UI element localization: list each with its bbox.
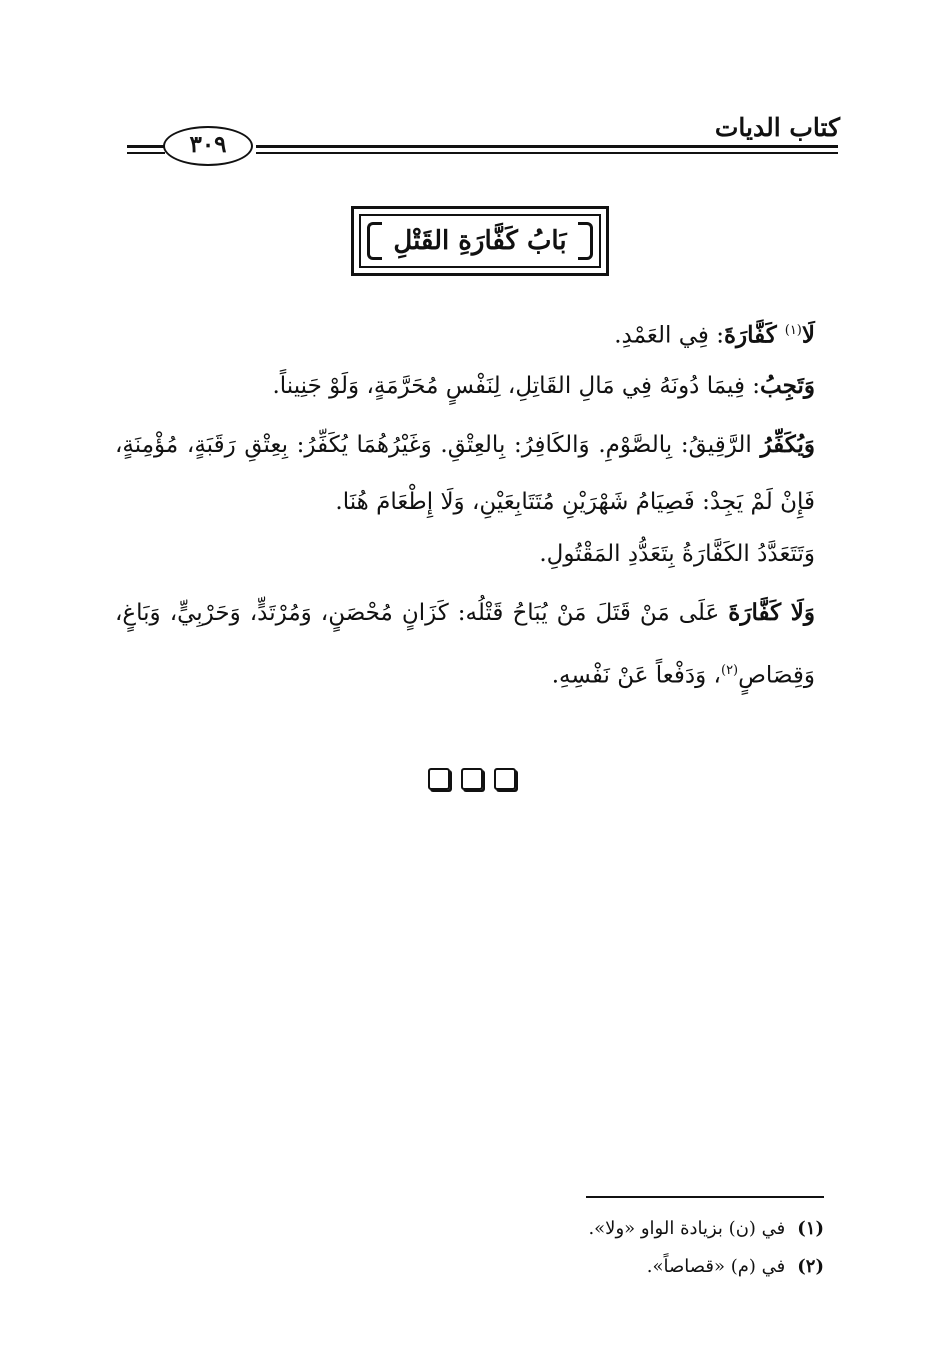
paragraph-4 (115, 526, 815, 583)
paragraph-text: : فِي العَمْدِ. (614, 322, 724, 349)
paragraph-text: عَلَى مَنْ قَتَلَ مَنْ يُبَاحُ قَتْلُه: كَزَانٍ مُحْصَنٍ، وَمُرْتَدٍّ، وَحَرْبِيٍّ، وَبَاغٍ، وَقِصَاصٍ (115, 600, 815, 689)
paragraph-text: وَتَتَعَدَّدُ الكَفَّارَةُ بِتَعَدُّدِ المَقْتُولِ. (539, 541, 815, 567)
paragraph-tail: ، وَدَفْعاً عَنْ نَفْسِهِ. (551, 662, 721, 689)
header-rule-left-thick (127, 145, 165, 148)
left-bracket-ornament (367, 222, 382, 260)
square-ornament-icon (428, 768, 450, 790)
footnote-separator (586, 1196, 824, 1198)
chapter-title: بَابُ كَفَّارَةِ القَتْلِ (393, 226, 567, 256)
header-rule-right-thick (256, 145, 838, 148)
footnote-ref: (٢) (720, 663, 739, 678)
paragraph-lead-continued: كَفَّارَةَ (723, 321, 785, 349)
footnote-1 (588, 1218, 824, 1239)
footnote-text: في (ن) بزيادة الواو «ولا». (588, 1218, 786, 1239)
right-bracket-ornament (578, 222, 593, 260)
paragraph-text: : فِيمَا دُونَهُ فِي مَالِ القَاتِلِ، لِنَفْسٍ مُحَرَّمَةٍ، وَلَوْ جَنِيناً. (272, 373, 761, 399)
paragraph-2 (115, 357, 815, 415)
paragraph-text: الرَّقِيقُ: بِالصَّوْمِ. وَالكَافِرُ: بِالعِتْقِ. وَغَيْرُهُمَا يُكَفِّرُ: بِعِتْقِ رَقَبَةٍ، مُؤْمِنَةٍ، فَإِنْ لَمْ يَجِدْ: فَصِيَامُ شَهْرَيْنِ مُتَتَابِعَيْنِ، وَلَا إِطْعَامَ هُنَا. (115, 432, 815, 515)
paragraph-lead: وَتَجِبُ (760, 372, 815, 399)
chapter-title-frame (351, 206, 609, 276)
square-ornament-icon (494, 768, 516, 790)
footnote-number: (٢) (797, 1256, 824, 1277)
footnote-number: (١) (797, 1218, 824, 1239)
footnote-ref: (١) (784, 323, 802, 338)
section-end-marks (428, 768, 516, 790)
paragraph-lead: وَيُكَفِّرُ (760, 431, 815, 458)
header-rule-left-thin (127, 152, 165, 154)
paragraph-1 (115, 302, 815, 365)
footnote-2 (647, 1256, 824, 1277)
footnote-text: في (م) «قصاصاً». (646, 1256, 786, 1277)
chapter-title-inner-frame (359, 214, 601, 268)
paragraph-5 (115, 584, 815, 705)
book-title: كتاب الديات (714, 113, 840, 142)
paragraph-lead: وَلَا كَفَّارَةَ (728, 599, 815, 626)
page-number: ٣٠٩ (163, 126, 253, 166)
paragraph-3 (115, 416, 815, 531)
header-rule-right-thin (256, 152, 838, 154)
square-ornament-icon (461, 768, 483, 790)
paragraph-lead: لَا (801, 321, 815, 349)
